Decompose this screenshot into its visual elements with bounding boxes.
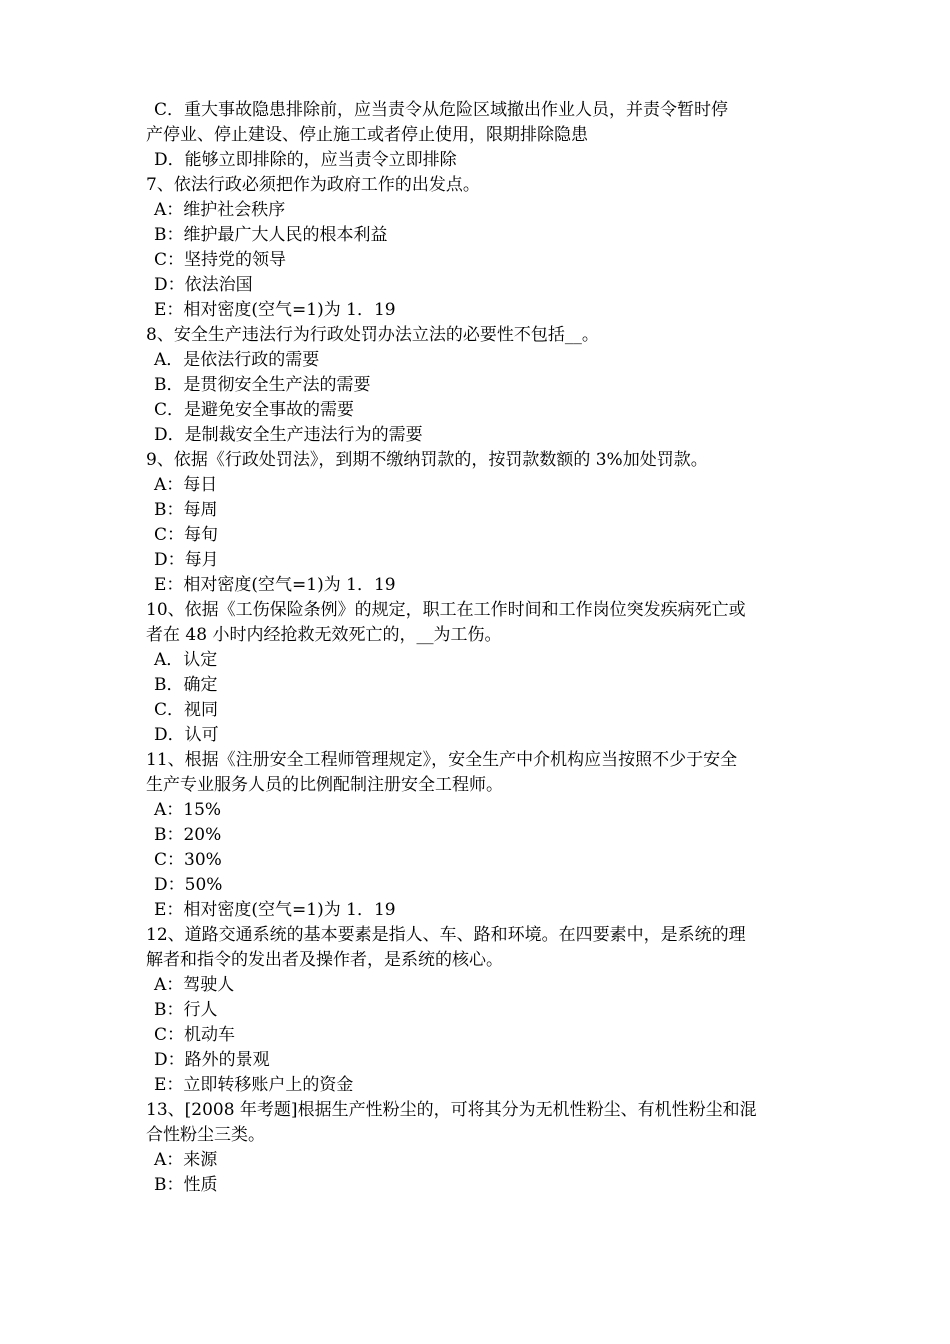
question-line: 11、根据《注册安全工程师管理规定》，安全生产中介机构应当按照不少于安全 (146, 750, 738, 770)
option-line: D：每月 (154, 550, 219, 570)
option-line: B：20% (154, 825, 222, 845)
question-line: 8、安全生产违法行为行政处罚办法立法的必要性不包括__。 (146, 325, 599, 345)
option-line: E：相对密度(空气=1)为 1．19 (154, 300, 396, 320)
question-line: 13、[2008 年考题]根据生产性粉尘的，可将其分为无机性粉尘、有机性粉尘和混 (146, 1100, 757, 1120)
option-line: C．是避免安全事故的需要 (154, 400, 355, 420)
option-line: D．认可 (154, 725, 219, 745)
option-line: C．视同 (154, 700, 219, 720)
option-line: B：每周 (154, 500, 218, 520)
option-line: E：相对密度(空气=1)为 1．19 (154, 575, 396, 595)
option-line: B：性质 (154, 1175, 218, 1195)
option-line: C：坚持党的领导 (154, 250, 287, 270)
option-line: A：驾驶人 (154, 975, 235, 995)
option-line: E：立即转移账户上的资金 (154, 1075, 354, 1095)
option-line: C：30% (154, 850, 222, 870)
question-line: 7、依法行政必须把作为政府工作的出发点。 (146, 175, 480, 195)
option-line: A：15% (154, 800, 222, 820)
question-line: 10、依据《工伤保险条例》的规定，职工在工作时间和工作岗位突发疾病死亡或 (146, 600, 746, 620)
option-line: D：路外的景观 (154, 1050, 270, 1070)
document-page (146, 98, 818, 1198)
option-line: D．能够立即排除的，应当责令立即排除 (154, 150, 457, 170)
question-line: 12、道路交通系统的基本要素是指人、车、路和环境。在四要素中，是系统的理 (146, 925, 746, 945)
option-line: A：每日 (154, 475, 218, 495)
question-line: 解者和指令的发出者及操作者，是系统的核心。 (146, 950, 503, 970)
question-line: 9、依据《行政处罚法》，到期不缴纳罚款的，按罚款数额的 3%加处罚款。 (146, 450, 708, 470)
option-line: D：50% (154, 875, 223, 895)
option-line: B：维护最广大人民的根本利益 (154, 225, 388, 245)
option-line: A：维护社会秩序 (154, 200, 286, 220)
question-line: 产停业、停止建设、停止施工或者停止使用，限期排除隐患 (146, 125, 588, 145)
option-line: B．确定 (154, 675, 218, 695)
option-line: A．认定 (154, 650, 218, 670)
option-line: B．是贯彻安全生产法的需要 (154, 375, 371, 395)
option-line: E：相对密度(空气=1)为 1．19 (154, 900, 396, 920)
option-line: D：依法治国 (154, 275, 253, 295)
question-line: 生产专业服务人员的比例配制注册安全工程师。 (146, 775, 503, 795)
option-line: A：来源 (154, 1150, 218, 1170)
option-line: D．是制裁安全生产违法行为的需要 (154, 425, 423, 445)
question-line: 合性粉尘三类。 (146, 1125, 265, 1145)
option-line: C：机动车 (154, 1025, 236, 1045)
option-line: A．是依法行政的需要 (154, 350, 320, 370)
question-line: 者在 48 小时内经抢救无效死亡的，__为工伤。 (146, 625, 502, 645)
option-line: B：行人 (154, 1000, 218, 1020)
option-line: C：每旬 (154, 525, 219, 545)
option-line: C．重大事故隐患排除前，应当责令从危险区域撤出作业人员，并责令暂时停 (154, 100, 729, 120)
